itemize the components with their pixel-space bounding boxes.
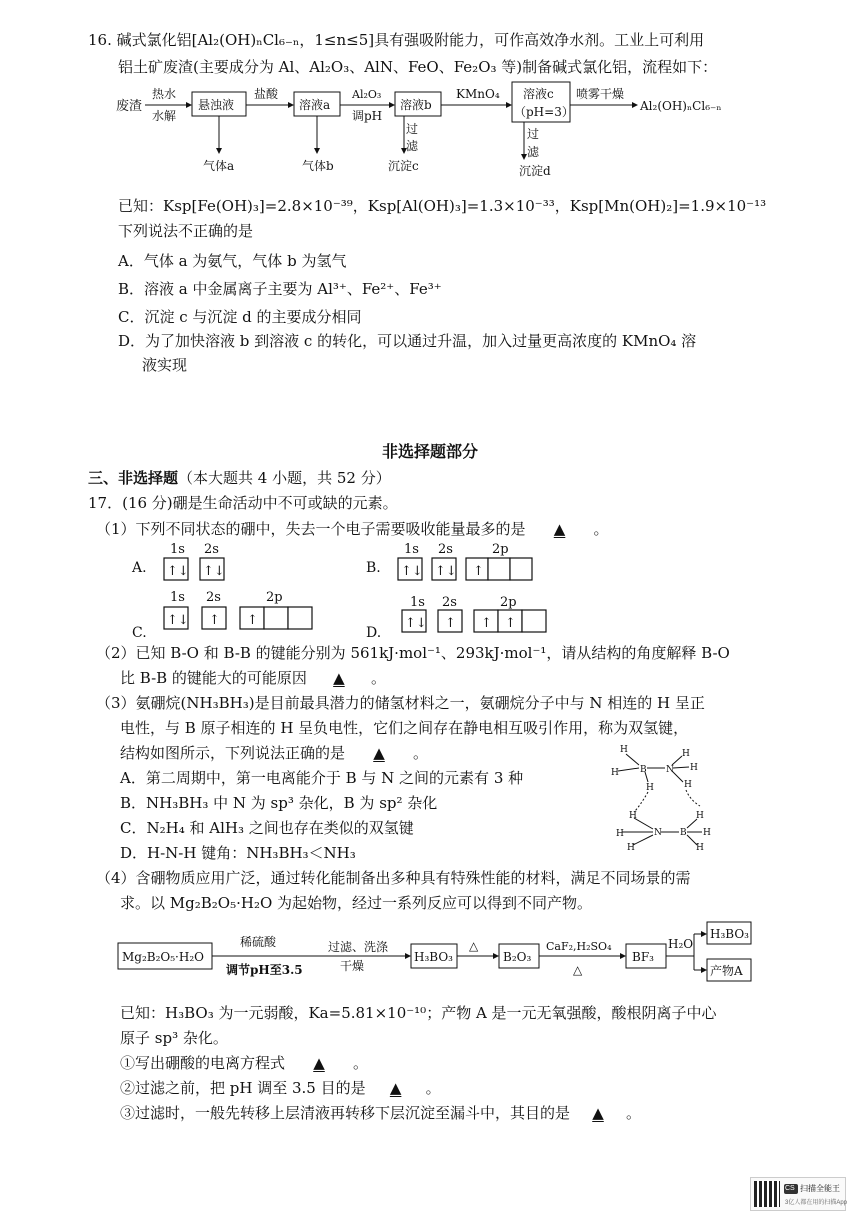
svg-text:D.: D. (366, 625, 382, 641)
svg-text:A.: A. (132, 560, 147, 576)
q16-option-b: B．溶液 a 中金属离子主要为 Al³⁺、Fe²⁺、Fe³⁺ (118, 280, 442, 298)
q16-option-c: C．沉淀 c 与沉淀 d 的主要成分相同 (118, 308, 362, 326)
svg-text:↑↓: ↑↓ (167, 564, 189, 579)
svg-text:↑: ↑ (473, 564, 484, 579)
q17-part3-option-d: D．H-N-H 键角：NH₃BH₃＜NH₃ (120, 844, 356, 862)
svg-text:↑↓: ↑↓ (167, 613, 189, 628)
answer-blank: ▲ (333, 669, 345, 687)
cs-logo-icon: CS (784, 1184, 798, 1194)
badge-name: 扫描全能王 (800, 1184, 840, 1193)
q16-option-d: D．为了加快溶液 b 到溶液 c 的转化，可以通过升温，加入过量更高浓度的 KMnO₄ 溶 (118, 332, 697, 350)
answer-blank: ▲ (373, 744, 385, 762)
qr-code-icon (754, 1181, 780, 1207)
q17-part3-line1: （3）氨硼烷(NH₃BH₃)是目前最具潜力的储氢材料之一，氨硼烷分子中与 N 相连的 H 呈正 (96, 694, 705, 712)
svg-text:悬浊液: 悬浊液 (198, 98, 235, 112)
svg-text:CaF₂,H₂SO₄: CaF₂,H₂SO₄ (546, 940, 612, 953)
svg-text:过: 过 (406, 122, 419, 136)
q17-part3-option-a: A．第二周期中，第一电离能介于 B 与 N 之间的元素有 3 种 (120, 769, 524, 787)
svg-text:Mg₂B₂O₅·H₂O: Mg₂B₂O₅·H₂O (122, 950, 204, 964)
svg-text:△: △ (573, 963, 583, 977)
q17-part2-line2: 比 B-B 的键能大的可能原因 ▲ 。 (120, 669, 386, 687)
svg-text:产物A: 产物A (710, 964, 743, 978)
svg-text:2p: 2p (500, 595, 517, 610)
svg-text:H: H (616, 829, 624, 839)
q17-part3-line2: 电性，与 B 原子相连的 H 呈负电性，它们之间存在静电相互吸引作用，称为双氢键， (120, 719, 689, 737)
q16-option-a: A．气体 a 为氨气，气体 b 为氢气 (118, 252, 347, 270)
svg-text:2s: 2s (204, 542, 219, 557)
answer-blank: ▲ (592, 1104, 604, 1122)
svg-text:↑↓: ↑↓ (405, 616, 427, 631)
svg-text:沉淀d: 沉淀d (519, 164, 551, 178)
svg-text:滤: 滤 (527, 145, 540, 159)
q17-part3-option-b: B．NH₃BH₃ 中 N 为 sp³ 杂化，B 为 sp² 杂化 (120, 794, 438, 812)
svg-text:H: H (696, 811, 704, 821)
svg-text:H₃BO₃: H₃BO₃ (710, 927, 749, 941)
svg-text:↑: ↑ (445, 616, 456, 631)
svg-text:沉淀c: 沉淀c (388, 159, 419, 173)
svg-text:H: H (611, 768, 619, 778)
svg-text:H: H (684, 780, 692, 790)
svg-text:H₂O: H₂O (668, 937, 694, 951)
svg-text:2s: 2s (206, 590, 221, 605)
svg-text:BF₃: BF₃ (632, 950, 654, 964)
q17-sub-1: ①写出硼酸的电离方程式 ▲ 。 (120, 1054, 369, 1072)
svg-text:N: N (654, 828, 662, 838)
svg-text:H: H (627, 843, 635, 853)
svg-text:B: B (640, 765, 647, 775)
svg-text:↑↓: ↑↓ (203, 564, 225, 579)
answer-blank: ▲ (553, 520, 566, 538)
svg-text:1s: 1s (410, 595, 425, 610)
svg-text:H: H (620, 745, 628, 755)
svg-text:H: H (703, 828, 711, 838)
svg-text:↑↓: ↑↓ (401, 564, 423, 579)
svg-text:1s: 1s (170, 590, 185, 605)
svg-text:H: H (646, 783, 654, 793)
q17-part1: （1）下列不同状态的硼中，失去一个电子需要吸收能量最多的是 ▲ 。 (96, 520, 609, 538)
svg-text:↑: ↑ (247, 613, 258, 628)
svg-text:2p: 2p (492, 542, 509, 557)
svg-text:1s: 1s (404, 542, 419, 557)
q17-part4-line1: （4）含硼物质应用广泛，通过转化能制备出多种具有特殊性能的材料，满足不同场景的需 (96, 869, 691, 887)
svg-text:过: 过 (527, 127, 540, 141)
svg-text:↑: ↑ (209, 613, 220, 628)
q17-part4-line2: 求。以 Mg₂B₂O₅·H₂O 为起始物，经过一系列反应可以得到不同产物。 (120, 894, 593, 912)
svg-text:1s: 1s (170, 542, 185, 557)
section-title: 非选择题部分 (381, 442, 478, 461)
flow-end: Al₂(OH)ₙCl₆₋ₙ (640, 99, 722, 113)
q17-intro: 17．(16 分)硼是生命活动中不可或缺的元素。 (88, 494, 398, 512)
q17-part2-line1: （2）已知 B-O 和 B-B 的键能分别为 561kJ·mol⁻¹、293kJ·mol⁻¹，请从结构的角度解释 B-O (96, 644, 730, 662)
svg-text:热水: 热水 (152, 87, 177, 101)
svg-text:稀硫酸: 稀硫酸 (240, 935, 277, 949)
q16-line1: 16. 碱式氯化铝[Al₂(OH)ₙCl₆₋ₙ，1≤n≤5]具有强吸附能力，可作高效净水剂。工业上可利用 (88, 31, 705, 49)
svg-text:过滤、洗涤: 过滤、洗涤 (328, 940, 389, 954)
svg-text:H: H (696, 843, 704, 853)
svg-text:调pH: 调pH (352, 109, 383, 123)
badge-sub: 3亿人都在用的扫描App (785, 1200, 848, 1206)
q17-known-line1: 已知：H₃BO₃ 为一元弱酸，Ka=5.81×10⁻¹⁰；产物 A 是一元无氧强酸，酸根阴离子中心 (120, 1004, 717, 1022)
svg-text:水解: 水解 (152, 109, 177, 123)
q16-known: 已知：Ksp[Fe(OH)₃]=2.8×10⁻³⁹，Ksp[Al(OH)₃]=1.3×10⁻³³，Ksp[Mn(OH)₂]=1.9×10⁻¹³ (118, 197, 767, 215)
svg-text:溶液c: 溶液c (523, 87, 554, 101)
svg-text:气体b: 气体b (302, 159, 334, 173)
svg-text:B₂O₃: B₂O₃ (503, 950, 532, 964)
scanner-watermark (750, 1177, 846, 1211)
svg-text:盐酸: 盐酸 (254, 87, 279, 101)
svg-text:N: N (666, 765, 674, 775)
svg-text:↑↓: ↑↓ (435, 564, 457, 579)
svg-text:（pH=3）: （pH=3） (514, 105, 574, 119)
svg-text:溶液a: 溶液a (299, 98, 331, 112)
q17-sub-2: ②过滤之前，把 pH 调至 3.5 目的是 ▲ 。 (120, 1079, 441, 1097)
q17-known-line2: 原子 sp³ 杂化。 (120, 1029, 228, 1047)
flow-start: 废渣 (116, 99, 143, 114)
svg-text:B: B (680, 828, 687, 838)
svg-text:B.: B. (366, 560, 381, 576)
svg-text:干燥: 干燥 (340, 959, 365, 973)
svg-text:2s: 2s (442, 595, 457, 610)
section-head: 三、非选择题（本大题共 4 小题，共 52 分） (88, 469, 391, 487)
q17-part3-line3: 结构如图所示，下列说法正确的是 ▲ 。 (120, 744, 429, 762)
q16-line2: 铝土矿废渣(主要成分为 Al、Al₂O₃、AlN、FeO、Fe₂O₃ 等)制备碱式氯化铝，流程如下： (118, 58, 718, 76)
svg-text:溶液b: 溶液b (400, 98, 432, 112)
svg-text:调节pH至3.5: 调节pH至3.5 (226, 963, 303, 977)
svg-text:Al₂O₃: Al₂O₃ (352, 88, 382, 101)
q17-sub-3: ③过滤时，一般先转移上层清液再转移下层沉淀至漏斗中，其目的是 ▲ 。 (120, 1104, 642, 1122)
q16-ask: 下列说法不正确的是 (118, 222, 254, 240)
q17-part3-option-c: C．N₂H₄ 和 AlH₃ 之间也存在类似的双氢键 (120, 819, 414, 837)
answer-blank: ▲ (389, 1079, 402, 1097)
svg-text:H: H (682, 749, 690, 759)
svg-text:↑: ↑ (481, 616, 492, 631)
answer-blank: ▲ (313, 1054, 325, 1072)
q16-option-d-cont: 液实现 (142, 356, 188, 374)
svg-text:气体a: 气体a (203, 159, 235, 173)
svg-text:C.: C. (132, 625, 147, 641)
svg-text:△: △ (469, 939, 479, 953)
svg-text:喷雾干燥: 喷雾干燥 (576, 87, 625, 101)
svg-text:↑: ↑ (505, 616, 516, 631)
svg-text:2p: 2p (266, 590, 283, 605)
svg-text:H₃BO₃: H₃BO₃ (414, 950, 453, 964)
svg-text:H: H (629, 811, 637, 821)
svg-text:2s: 2s (438, 542, 453, 557)
svg-text:H: H (690, 763, 698, 773)
svg-text:滤: 滤 (406, 139, 419, 153)
svg-text:KMnO₄: KMnO₄ (456, 87, 500, 101)
